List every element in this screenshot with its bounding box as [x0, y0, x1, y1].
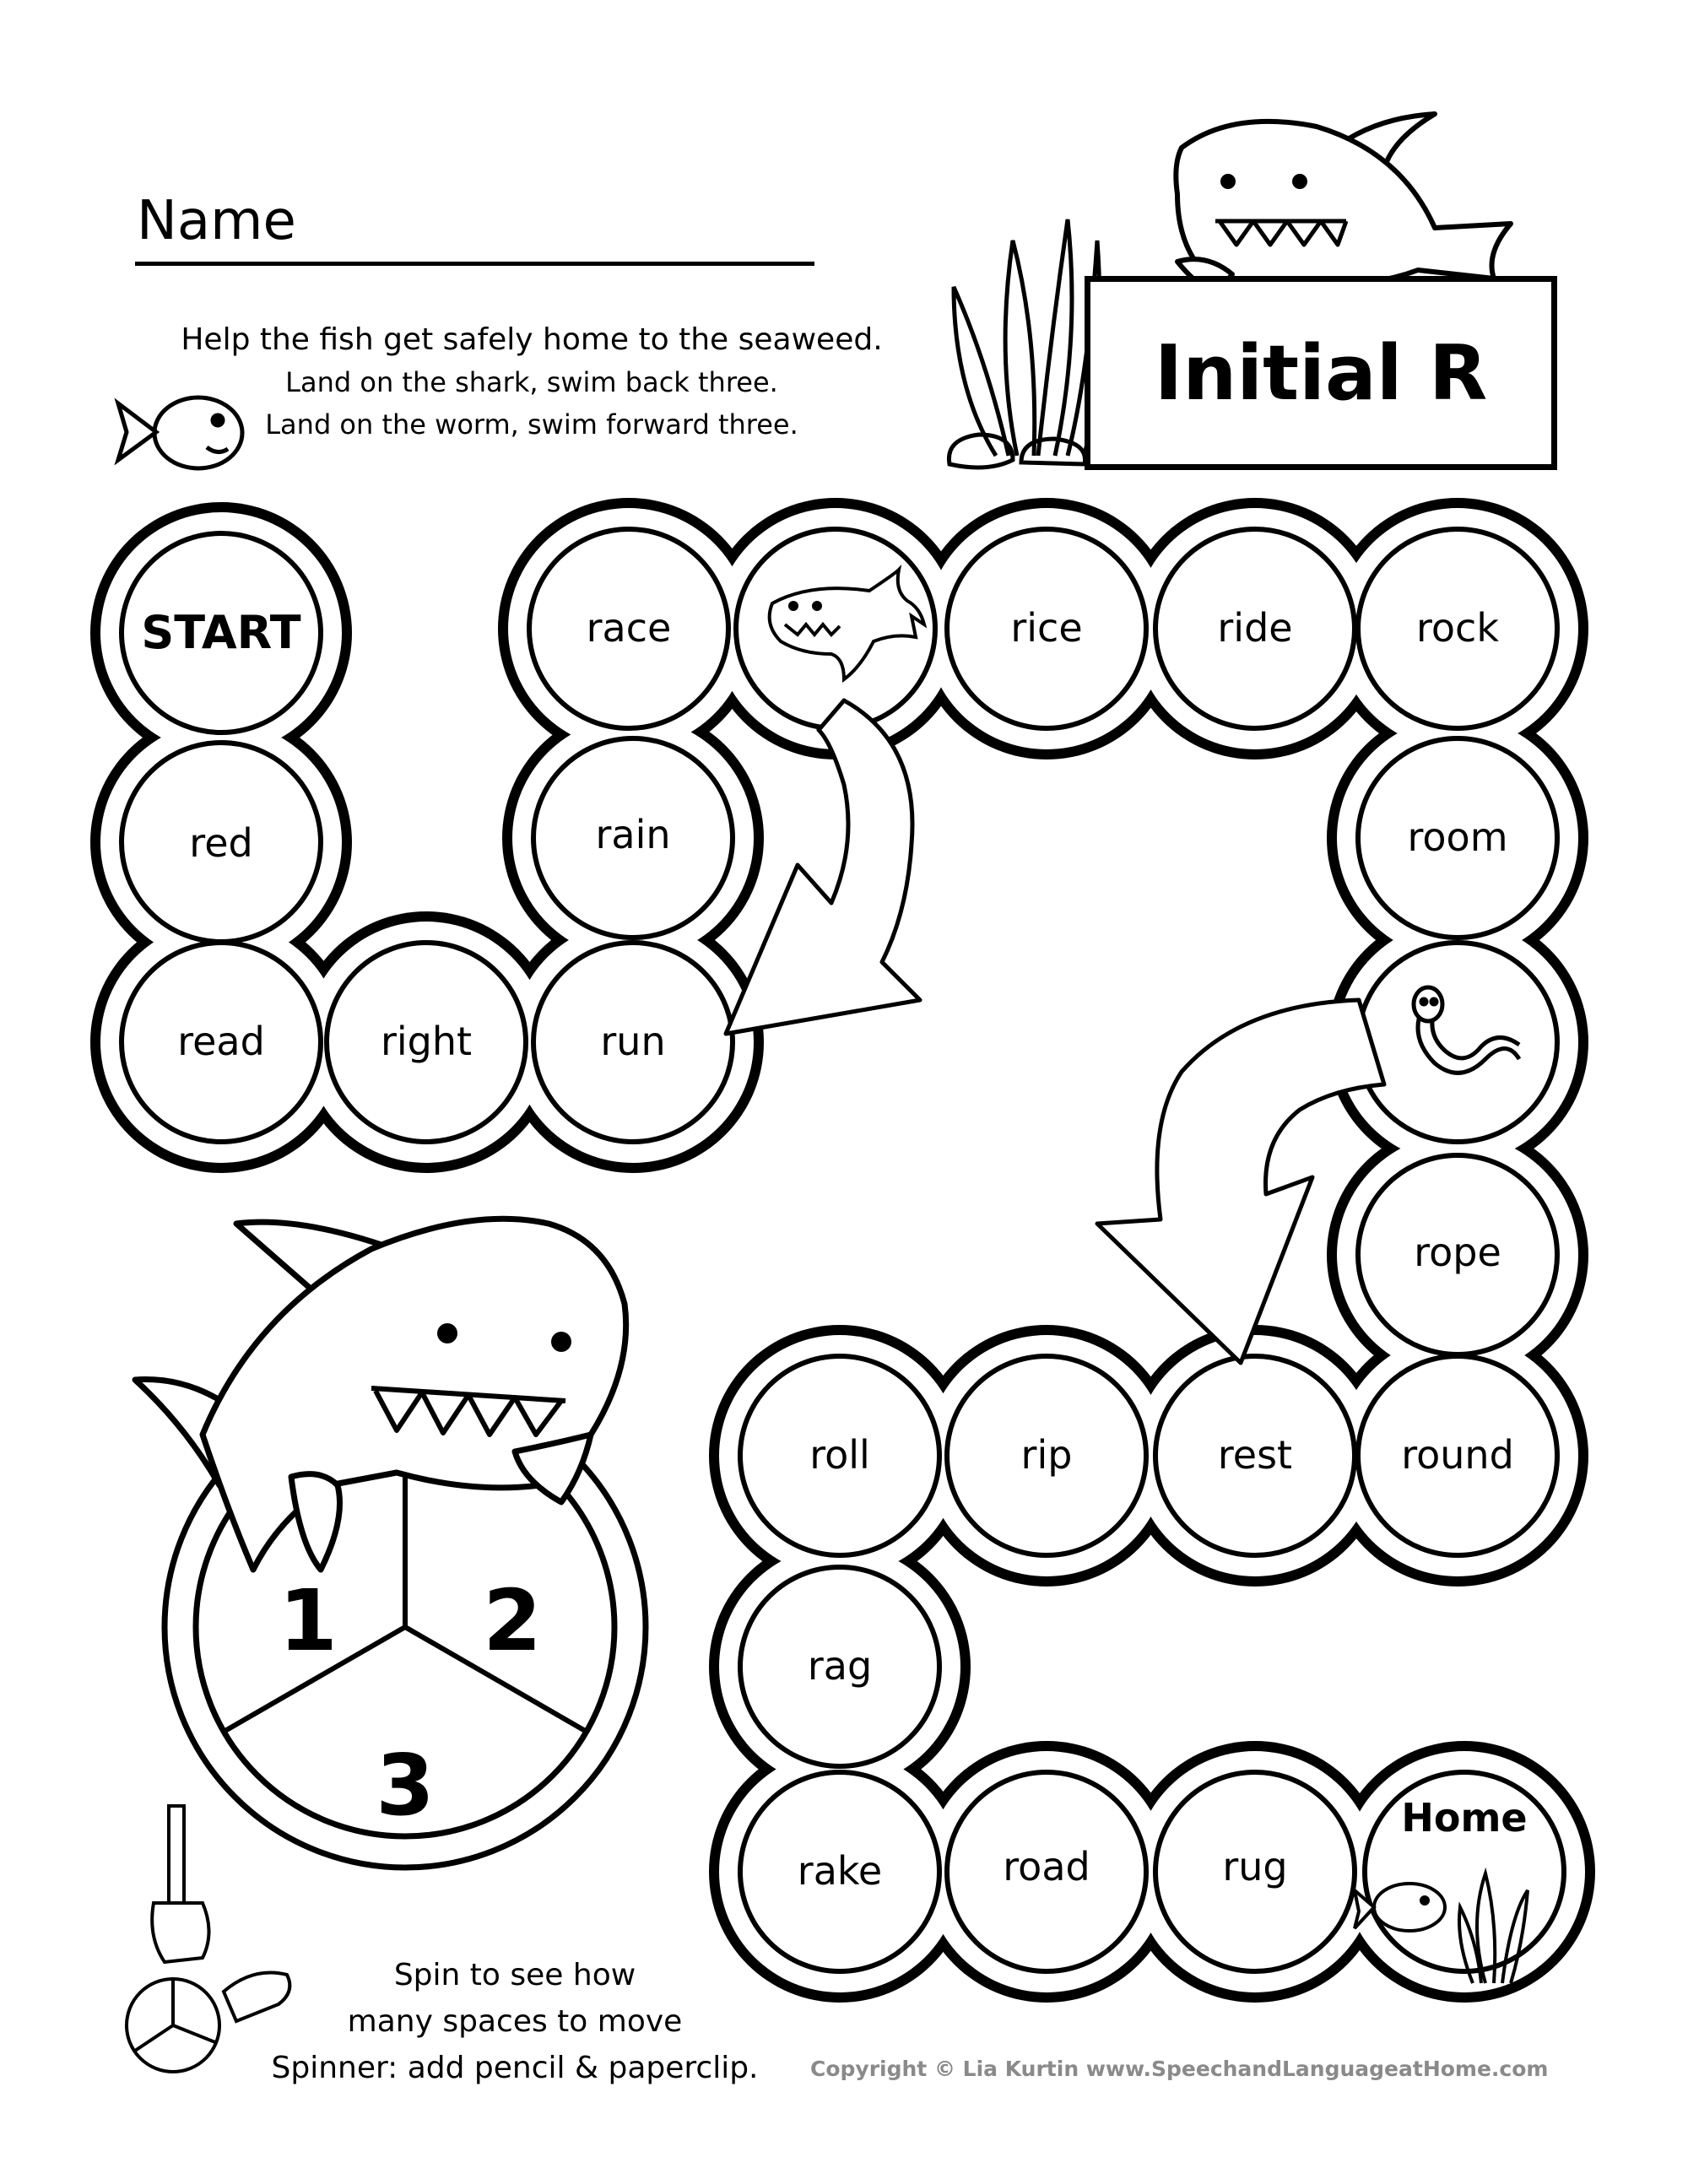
space-label: right	[380, 1019, 473, 1064]
space-label: rake	[797, 1848, 883, 1894]
instruction-line: Help the fish get safely home to the seaweed.	[181, 322, 883, 357]
space-label: rug	[1222, 1844, 1288, 1889]
spinner-number-1: 1	[279, 1571, 338, 1670]
space-label: run	[600, 1019, 666, 1064]
spinner-instructions	[253, 1952, 776, 2091]
spinner-number-3: 3	[376, 1736, 435, 1835]
space-label: rag	[807, 1643, 873, 1689]
space-start-label: START	[141, 606, 301, 659]
space-ring	[1358, 943, 1557, 1142]
space-label: roll	[809, 1432, 870, 1478]
space-label: ride	[1217, 605, 1293, 651]
space-label: rain	[595, 812, 671, 857]
seaweed-illustration-top	[949, 219, 1099, 468]
space-label: rip	[1020, 1432, 1073, 1478]
space-label: rice	[1010, 605, 1083, 651]
space-label: race	[586, 605, 672, 651]
instruction-line: Land on the worm, swim forward three.	[265, 408, 798, 441]
title-text: Initial R	[1154, 328, 1488, 418]
name-label: Name	[137, 190, 296, 252]
spinner-instruction-line: Spinner: add pencil & paperclip.	[271, 2051, 759, 2085]
instruction-line: Land on the shark, swim back three.	[285, 366, 778, 398]
spinner-instruction-line: many spaces to move	[347, 2004, 683, 2039]
space-label: room	[1407, 814, 1508, 860]
space-label: rock	[1416, 605, 1499, 651]
name-line[interactable]	[135, 262, 814, 266]
space-home-label: Home	[1401, 1795, 1528, 1841]
space-label: read	[177, 1019, 265, 1064]
space-label: rope	[1414, 1230, 1501, 1275]
instructions	[143, 319, 920, 446]
worksheet-title	[1085, 276, 1557, 470]
space-label: road	[1003, 1844, 1090, 1889]
shark-illustration-top	[1176, 114, 1511, 295]
space-label: rest	[1217, 1432, 1293, 1478]
space-label: round	[1401, 1432, 1514, 1478]
spinner-instruction-line: Spin to see how	[393, 1958, 636, 1992]
space-label: red	[189, 820, 253, 866]
spinner-number-2: 2	[483, 1571, 542, 1670]
copyright: Copyright © Lia Kurtin www.SpeechandLanguageatHome.com	[810, 2057, 1549, 2081]
